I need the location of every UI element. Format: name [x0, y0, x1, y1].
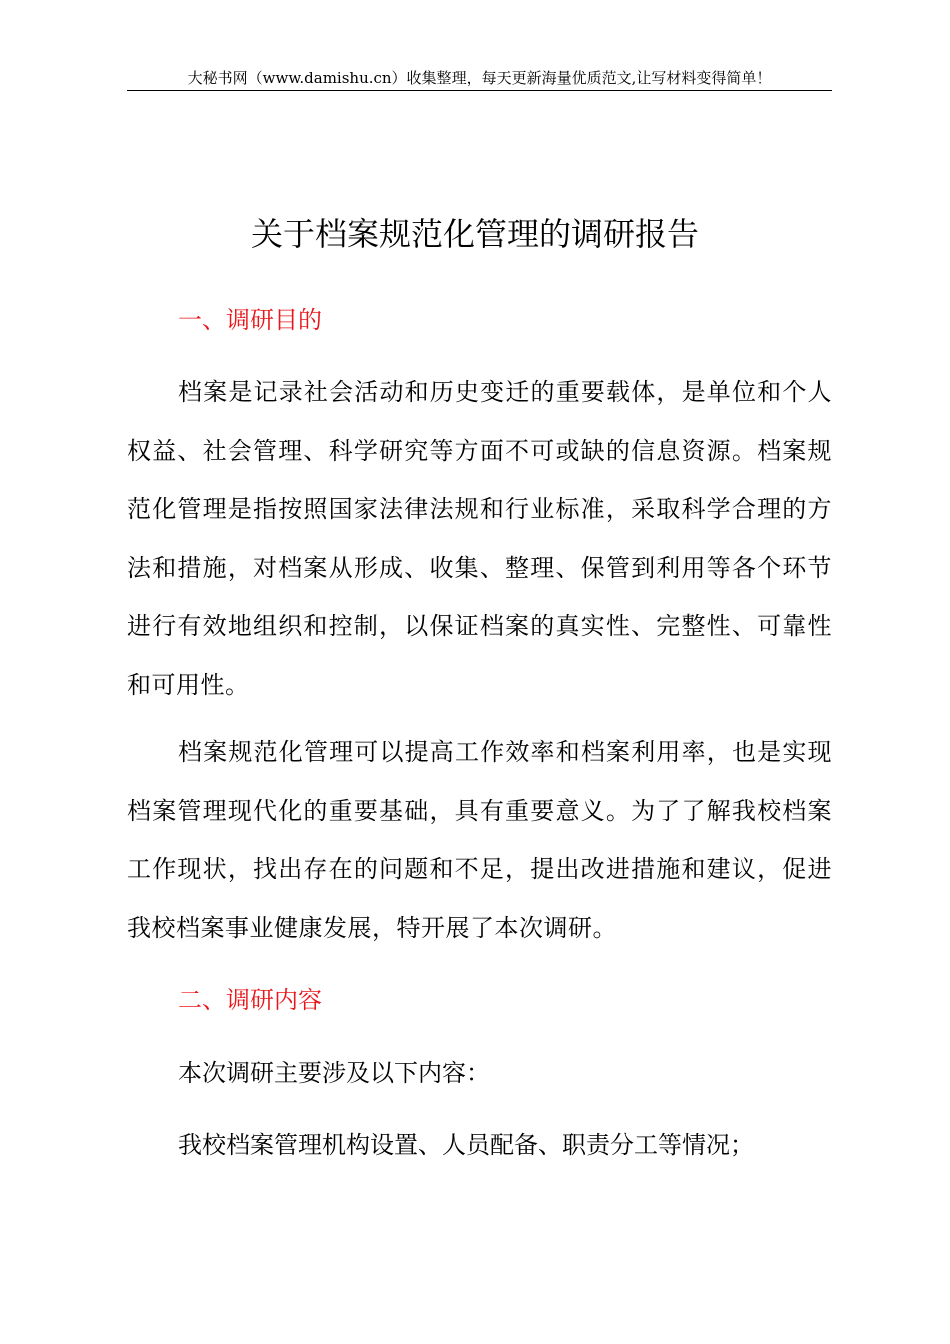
content-list-item: 我校档案管理机构设置、人员配备、职责分工等情况； — [178, 1131, 754, 1159]
content-intro-line: 本次调研主要涉及以下内容： — [178, 1059, 490, 1087]
paragraph-purpose-2: 档案规范化管理可以提高工作效率和档案利用率，也是实现档案管理现代化的重要基础，具有重要意义。为了了解我校档案工作现状，找出存在的问题和不足，提出改进措施和建议，促进我校档案事业健康发展，特开展了本次调研。 — [127, 738, 832, 942]
page-header: 大秘书网（www.damishu.cn）收集整理，每天更新海量优质范文,让写材料变得简单！ — [127, 68, 832, 91]
paragraph-purpose-1: 档案是记录社会活动和历史变迁的重要载体，是单位和个人权益、社会管理、科学研究等方面不可或缺的信息资源。档案规范化管理是指按照国家法律法规和行业标准，采取科学合理的方法和措施，对档案从形成、收集、整理、保管到利用等各个环节进行有效地组织和控制，以保证档案的真实性、完整性、可靠性和可用性。 — [127, 378, 832, 699]
section-heading-purpose: 一、调研目的 — [178, 306, 322, 334]
section-heading-content: 二、调研内容 — [178, 986, 322, 1014]
document-title: 关于档案规范化管理的调研报告 — [250, 215, 699, 253]
